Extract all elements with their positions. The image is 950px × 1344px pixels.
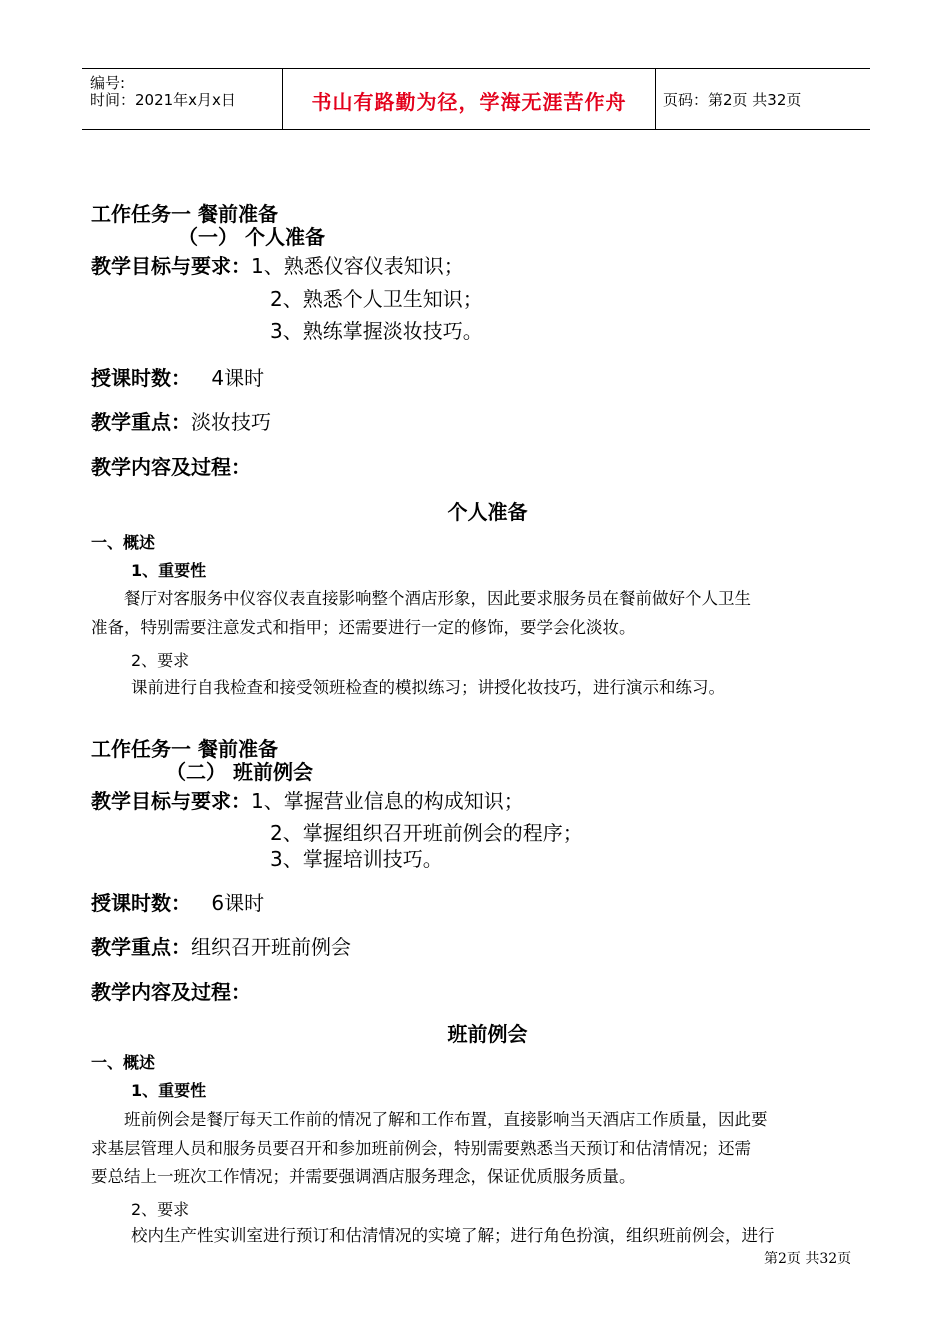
goals-label-1: 教学目标与要求： xyxy=(91,254,251,278)
focus-row-2 xyxy=(91,931,351,960)
importance-text-2a: 班前例会是餐厅每天工作前的情况了解和工作布置，直接影响当天酒店工作质量，因此要 xyxy=(124,1110,768,1129)
document-date: 时间：2021年x月x日 xyxy=(90,91,236,109)
header-right-cell xyxy=(655,69,870,129)
center-title-1: 个人准备 xyxy=(447,500,528,524)
goals-label-2: 教学目标与要求： xyxy=(91,789,251,813)
hours-value-2: 6课时 xyxy=(211,891,265,915)
header-left-cell xyxy=(82,69,282,129)
importance-text-1a: 餐厅对客服务中仪容仪表直接影响整个酒店形象，因此要求服务员在餐前做好个人卫生 xyxy=(124,589,751,608)
focus-value-2: 组织召开班前例会 xyxy=(191,935,351,959)
content-label-1: 教学内容及过程： xyxy=(91,455,251,479)
page-header xyxy=(82,68,870,130)
goal-1-1: 1、熟悉仪容仪表知识； xyxy=(251,254,464,278)
header-page-info: 页码：第2页 共32页 xyxy=(663,91,802,109)
goal-1-3: 3、熟练掌握淡妆技巧。 xyxy=(270,319,483,343)
footer-page-info: 第2页 共32页 xyxy=(764,1251,852,1267)
importance-heading-1: 1、重要性 xyxy=(131,561,207,580)
document-number: 编号: xyxy=(90,74,126,92)
requirement-heading-1: 2、要求 xyxy=(131,651,190,670)
content-label-2: 教学内容及过程： xyxy=(91,980,251,1004)
goals-row-1 xyxy=(91,250,464,279)
importance-heading-2: 1、重要性 xyxy=(131,1081,207,1100)
focus-label-2: 教学重点： xyxy=(91,935,191,959)
task-title-1: 工作任务一 餐前准备 xyxy=(91,202,278,226)
goals-row-2 xyxy=(91,785,524,814)
focus-label-1: 教学重点： xyxy=(91,410,191,434)
focus-value-1: 淡妆技巧 xyxy=(191,410,271,434)
center-title-2: 班前例会 xyxy=(447,1022,528,1046)
hours-label-1: 授课时数： xyxy=(91,366,191,390)
goal-2-3: 3、掌握培训技巧。 xyxy=(270,847,443,871)
importance-text-2b: 求基层管理人员和服务员要召开和参加班前例会，特别需要熟悉当天预订和估清情况；还需 xyxy=(91,1139,751,1158)
hours-label-2: 授课时数： xyxy=(91,891,191,915)
content-row-2 xyxy=(91,976,251,1005)
requirement-text-1: 课前进行自我检查和接受领班检查的模拟练习；讲授化妆技巧，进行演示和练习。 xyxy=(131,678,725,697)
task-title-2: 工作任务一 餐前准备 xyxy=(91,737,278,761)
hours-row-2 xyxy=(91,887,264,916)
subtask-title-2: （二） 班前例会 xyxy=(166,760,313,784)
goal-1-2: 2、熟悉个人卫生知识； xyxy=(270,287,483,311)
content-row-1 xyxy=(91,451,251,480)
requirement-heading-2: 2、要求 xyxy=(131,1200,190,1219)
overview-heading-2: 一、概述 xyxy=(91,1053,156,1072)
requirement-text-2: 校内生产性实训室进行预订和估清情况的实境了解；进行角色扮演，组织班前例会，进行 xyxy=(131,1226,775,1245)
header-mid-cell xyxy=(282,69,656,129)
hours-row-1 xyxy=(91,362,264,391)
subtask-title-1: （一） 个人准备 xyxy=(178,225,325,249)
importance-text-2c: 要总结上一班次工作情况；并需要强调酒店服务理念，保证优质服务质量。 xyxy=(91,1167,636,1186)
overview-heading-1: 一、概述 xyxy=(91,533,156,552)
goal-2-1: 1、掌握营业信息的构成知识； xyxy=(251,789,524,813)
importance-text-1b: 准备，特别需要注意发式和指甲；还需要进行一定的修饰，要学会化淡妆。 xyxy=(91,618,636,637)
hours-value-1: 4课时 xyxy=(211,366,265,390)
focus-row-1 xyxy=(91,406,271,435)
header-motto: 书山有路勤为径，学海无涯苦作舟 xyxy=(311,90,627,114)
goal-2-2: 2、掌握组织召开班前例会的程序； xyxy=(270,821,583,845)
